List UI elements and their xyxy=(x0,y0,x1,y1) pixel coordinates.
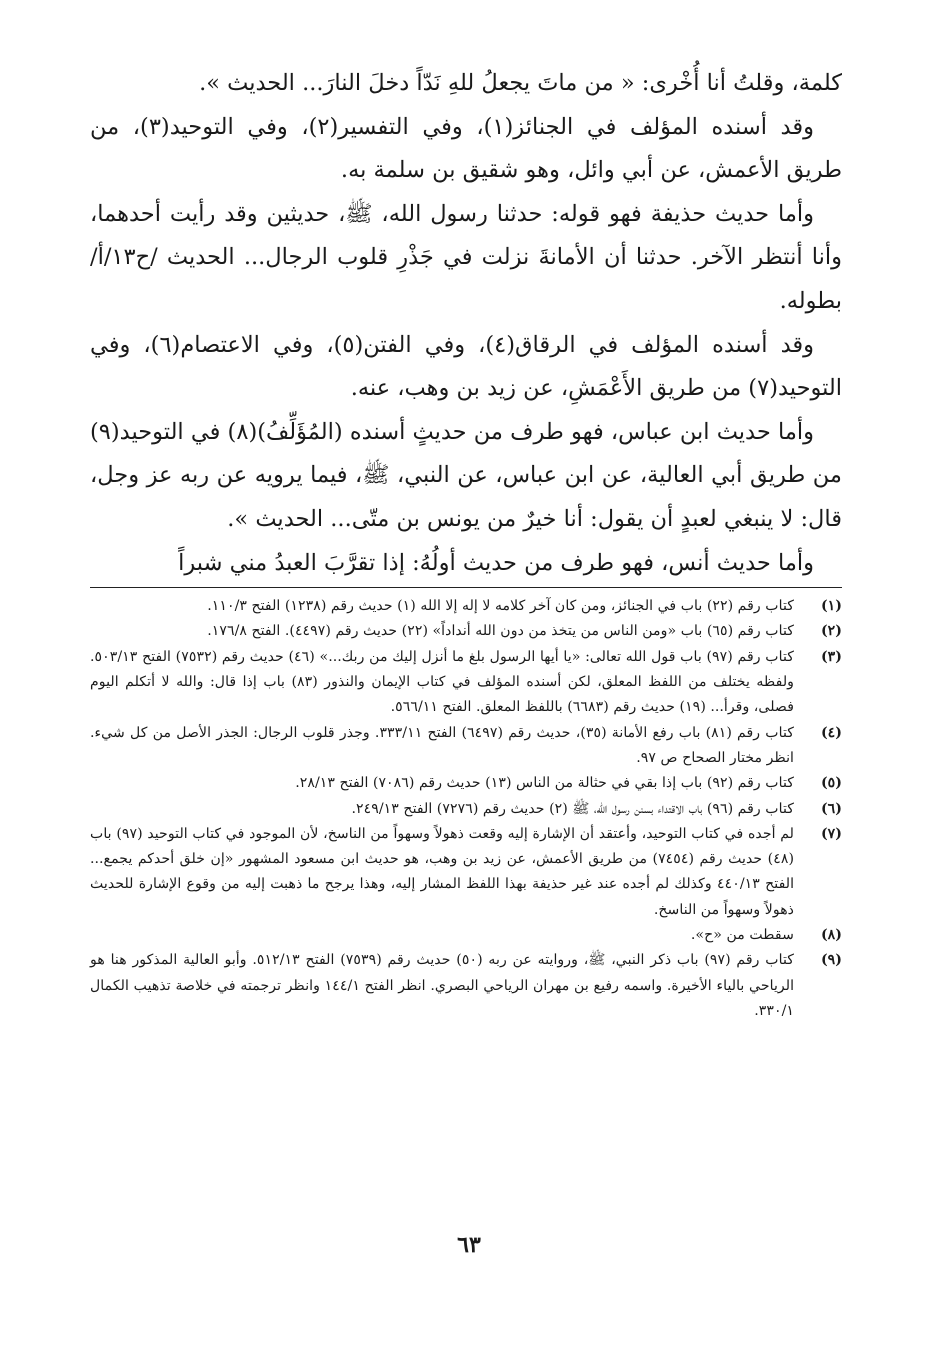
footnote-number: (٢) xyxy=(820,623,842,640)
paragraph: وقد أسنده المؤلف في الرقاق(٤)، وفي الفتن(٥)، وفي الاعتصام(٦)، وفي التوحيد(٧) من طريق الأَعْمَشِ، عن زيد بن وهب، عنه. xyxy=(90,331,842,402)
footnote xyxy=(90,619,842,644)
footnote xyxy=(90,645,842,721)
footnote-number: (٦) xyxy=(820,800,842,817)
paragraph: كلمة، وقلتُ أنا أُخْرى: « من ماتَ يجعلُ للهِ نَدّاً دخلَ النارَ... الحديث ». xyxy=(199,70,842,96)
paragraph: وقد أسنده المؤلف في الجنائز(١)، وفي التفسير(٢)، وفي التوحيد(٣)، من طريق الأعمش، عن أبي وائل، وهو شقيق بن سلمة به. xyxy=(90,113,842,184)
footnote-number: (٣) xyxy=(820,648,842,665)
document-page xyxy=(90,62,842,1024)
footnote-number: (٧) xyxy=(820,825,842,842)
footnote-text: كتاب رقم (٦٥) باب «ومن الناس من يتخذ من دون الله أنداداً» (٢٢) حديث رقم (٤٤٩٧). الفتح ١٧٦/٨. xyxy=(207,623,794,640)
footnote xyxy=(90,948,842,1024)
footnote-text: كتاب رقم (٩٦) باب الاقتداء بسنن رسول الله، ﷺ (٢) حديث رقم (٧٢٧٦) الفتح ٢٤٩/١٣. xyxy=(351,800,794,817)
footnote xyxy=(90,594,842,619)
footnote-number: (٩) xyxy=(820,952,842,969)
footnote xyxy=(90,923,842,948)
footnote-number: (٨) xyxy=(820,926,842,943)
footnote-text: كتاب رقم (٢٢) باب في الجنائز، ومن كان آخر كلامه لا إله إلا الله (١) حديث رقم (١٢٣٨) الفتح ١١٠/٣. xyxy=(207,598,794,615)
footnote-text: لم أجده في كتاب التوحيد، وأعتقد أن الإشارة إليه وقعت ذهولاً وسهواً من الناسخ، لأن الموجود في كتاب التوحيد (٩٧) باب (٤٨) حديث رقم (٧٤٥٤) من طريق الأعمش، عن زيد بن وهب، هو حديث ابن مسعود المشهور «إن خلق أحدكم يجمع... الفتح ٤٤٠/١٣ وكذلك لم أجده عند غير حذيفة بهذا اللفظ المشار إليه، وهذا يرجح ما ذهبت إليه من وقوع الإشارة للحديث ذهولاً وسهواً من الناسخ. xyxy=(90,825,795,918)
paragraph: وأما حديث أنس، فهو طرف من حديث أولُهُ: إذا تقرَّبَ العبدُ مني شبراً xyxy=(178,549,814,576)
footnote-number: (١) xyxy=(820,598,842,615)
footnote-text: كتاب رقم (٩٧) باب ذكر النبي، ﷺ، وروايته عن ربه (٥٠) حديث رقم (٧٥٣٩) الفتح ٥١٢/١٣. وأبو العالية المذكور هنا هو الرياحي بالياء الأخيرة. واسمه رفيع بن مهران الرياحي البصري. انظر الفتح ١٤٤/١ وانظر ترجمته في خلاصة تذهيب الكمال ٣٣٠/١. xyxy=(90,952,795,1019)
footnote xyxy=(90,797,842,822)
footnote-number: (٥) xyxy=(820,775,842,792)
footnote xyxy=(90,721,842,772)
paragraph: وأما حديث حذيفة فهو قوله: حدثنا رسول الله، ﷺ، حديثين وقد رأيت أحدهما، وأنا أنتظر الآخر. حدثنا أن الأمانةَ نزلت في جَذْرِ قلوب الرجال... الحديث /ح١٣/أ/ بطوله. xyxy=(90,200,842,314)
main-text xyxy=(90,62,842,585)
footnotes xyxy=(90,594,842,1024)
footnote-text: كتاب رقم (٩٢) باب إذا بقي في حثالة من الناس (١٣) حديث رقم (٧٠٨٦) الفتح ٢٨/١٣. xyxy=(295,775,794,792)
footnote-divider xyxy=(90,587,842,588)
footnote-text: سقطت من «ح». xyxy=(690,926,794,943)
footnote-text: كتاب رقم (٨١) باب رفع الأمانة (٣٥)، حديث رقم (٦٤٩٧) الفتح ٣٣٣/١١. وجذر قلوب الرجال: الجذر الأصل من كل شيء. انظر مختار الصحاح ص ٩٧. xyxy=(90,724,794,766)
paragraph: وأما حديث ابن عباس، فهو طرف من حديثٍ أسنده (المُؤَلِّفُ)(٨) في التوحيد(٩) من طريق أبي العالية، عن ابن عباس، عن النبي، ﷺ، فيما يرويه عن ربه عز وجل، قال: لا ينبغي لعبدٍ أن يقول: أنا خيرٌ من يونس بن متّى... الحديث ». xyxy=(90,418,842,532)
page-number: ٦٣ xyxy=(457,1232,481,1258)
footnote-number: (٤) xyxy=(820,724,842,741)
footnote-text: كتاب رقم (٩٧) باب قول الله تعالى: «يا أيها الرسول بلغ ما أنزل إليك من ربك...» (٤٦) حديث رقم (٧٥٣٢) الفتح ٥٠٣/١٣. ولفظه يختلف من اللفظ المعلق، لكن أسنده المؤلف في كتاب الإيمان والنذور (٨٣) باب إذا قال: والله لا أتكلم اليوم فصلى، وقرأ... (١٩) حديث رقم (٦٦٨٣) باللفظ المعلق. الفتح ٥٦٦/١١. xyxy=(90,648,795,716)
footnote xyxy=(90,771,842,796)
footnote xyxy=(90,822,842,923)
